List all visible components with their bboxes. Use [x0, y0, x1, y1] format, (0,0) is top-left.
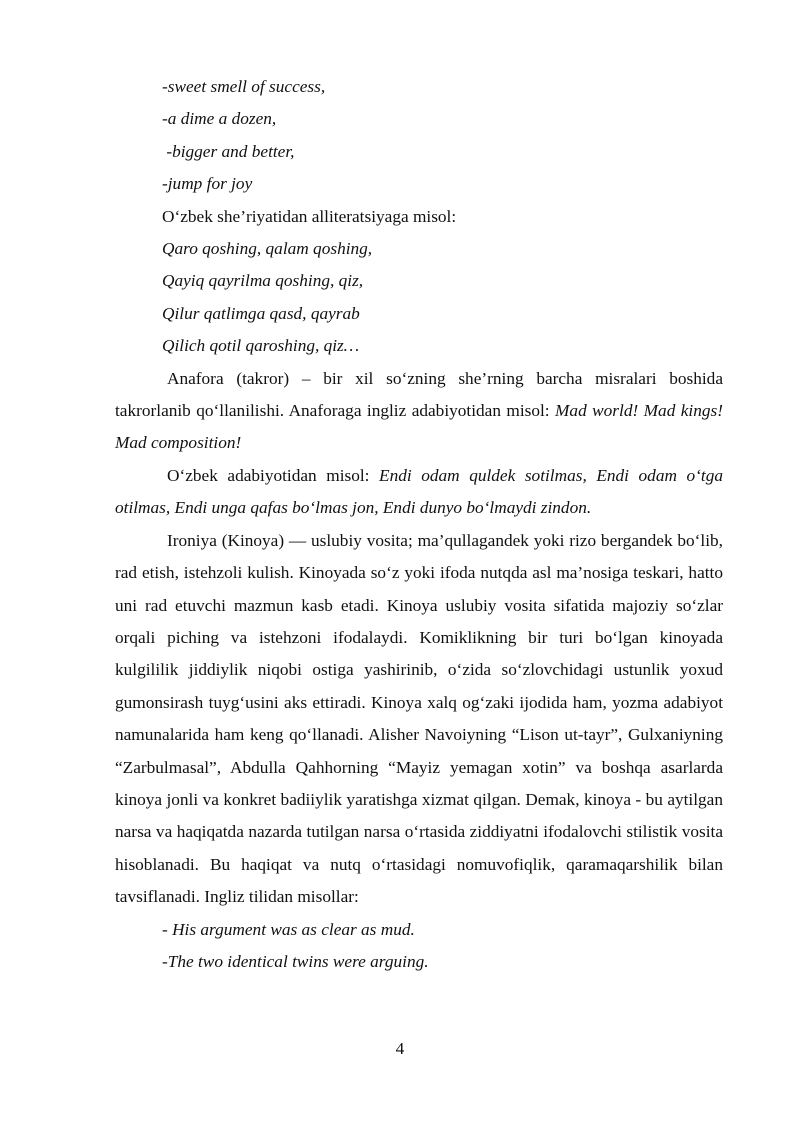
english-example-line: -sweet smell of success,: [162, 77, 326, 96]
uzbek-example-label: O‘zbek adabiyotidan misol:: [167, 465, 380, 485]
page-number: 4: [395, 1039, 405, 1058]
poem-line: Qaro qoshing, qalam qoshing,: [162, 239, 373, 259]
english-example-line: -bigger and better,: [162, 141, 295, 161]
alliteration-intro: O‘zbek she’riyatidan alliteratsiyaga misol:: [162, 206, 457, 226]
ironiya-paragraph: Ironiya (Kinoya) — uslubiy vosita; ma’qullagandek yoki rizo bergandek bo‘lib, rad etish, istehzoli kulish. Kinoyada so‘z yoki ifoda nutqda asl ma’nosiga teskari, hatto uni rad etuvchi mazmun kasb etadi. Kinoya uslubiy vosita sifatida majoziy so‘zlar orqali piching va istehzoni ifodalaydi. Komiklikning bir turi bo‘lgan kinoyada kulgililik jiddiylik niqobi ostiga yashirinib, o‘zida so‘zlovchidagi ustunlik yoxud gumonsirash tuyg‘usini aks ettiradi. Kinoya xalq og‘zaki ijodida ham, yozma adabiyot namunalarida ham keng qo‘llanadi. Alisher Navoiyning “Lison ut-tayr”, Gulxaniyning “Zarbulmasal”, Abdulla Qahhorning “Mayiz yemagan xotin” va boshqa asarlarda kinoya jonli va konkret badiiylik yaratishga xizmat qilgan. Demak, kinoya - bu aytilgan narsa va haqiqatda nazarda tutilgan narsa o‘rtasida ziddiyatni ifodalovchi stilistik vosita hisoblanadi. Bu haqiqat va nutq o‘rtasidagi nomuvofiqlik, qaramaqarshilik bilan tavsiflanadi. Ingliz tilidan misollar:: [115, 530, 723, 907]
poem-line: Qilich qotil qaroshing, qiz…: [162, 336, 360, 356]
poem-line: Qilur qatlimga qasd, qayrab: [162, 303, 360, 323]
page-content: [115, 71, 723, 978]
english-example-line: -a dime a dozen,: [162, 109, 277, 129]
uzbek-example-paragraph: [115, 460, 723, 525]
anafora-paragraph: [115, 363, 723, 460]
anafora-text: Anafora (takror) – bir xil so‘zning she’rning barcha misralari boshida takrorlanib qo‘llanilishi. Anaforaga ingliz adabiyotidan misol:: [115, 368, 723, 421]
irony-example-line: - His argument was as clear as mud.: [162, 919, 415, 939]
irony-example-line: -The two identical twins were arguing.: [162, 951, 429, 971]
english-example-line: -jump for joy: [162, 174, 253, 194]
poem-line: Qayiq qayrilma qoshing, qiz,: [162, 271, 364, 291]
uzbek-example-text: Endi odam quldek sotilmas, Endi odam o‘tga otilmas, Endi unga qafas bo‘lmas jon, Endi dunyo bo‘lmaydi zindon.: [115, 465, 723, 518]
anafora-example: Mad world! Mad kings! Mad composition!: [115, 401, 723, 453]
